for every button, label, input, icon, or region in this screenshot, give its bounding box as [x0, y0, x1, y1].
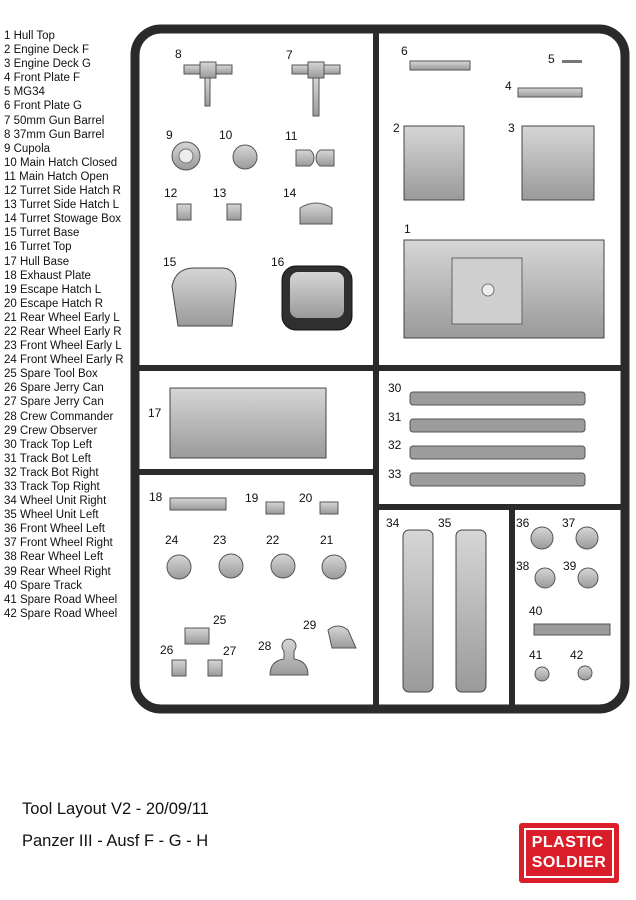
part-label-33: 33 [388, 467, 402, 481]
spare-track [534, 624, 610, 635]
part-number-labels [148, 44, 584, 662]
part-label-18: 18 [149, 490, 163, 504]
road-wheels-early [167, 554, 346, 579]
parts-list-item: 21 Rear Wheel Early L [4, 311, 120, 324]
turret-stowage-box [300, 203, 332, 224]
gun-barrel-50mm [292, 62, 340, 116]
parts-list-item: 9 Cupola [4, 142, 51, 155]
part-label-8: 8 [175, 47, 182, 61]
front-plate-g [410, 61, 470, 70]
part-label-1: 1 [404, 222, 411, 236]
wheel-unit-right [403, 530, 433, 692]
part-label-17: 17 [148, 406, 162, 420]
part-label-20: 20 [299, 491, 313, 505]
part-label-11: 11 [285, 129, 298, 143]
parts-list-item: 20 Escape Hatch R [4, 297, 104, 310]
part-label-29: 29 [303, 618, 317, 632]
part-label-19: 19 [245, 491, 259, 505]
plastic-soldier-logo [519, 823, 619, 883]
part-label-25: 25 [213, 613, 227, 627]
part-label-31: 31 [388, 410, 402, 424]
main-hatch-closed [233, 145, 257, 169]
part-label-30: 30 [388, 381, 402, 395]
parts-list-item: 30 Track Top Left [4, 438, 93, 451]
parts-list-item: 27 Spare Jerry Can [4, 396, 104, 409]
parts-list-item: 37 Front Wheel Right [4, 537, 113, 550]
escape-hatch-l [266, 502, 284, 514]
part-label-27: 27 [223, 644, 237, 658]
part-label-21: 21 [320, 533, 334, 547]
crew-commander [270, 639, 308, 675]
gun-barrel-37mm [184, 62, 232, 106]
parts-list-item: 29 Crew Observer [4, 424, 98, 437]
part-label-9: 9 [166, 128, 173, 142]
parts-list-item: 24 Front Wheel Early R [4, 354, 124, 367]
part-label-16: 16 [271, 255, 285, 269]
part-label-26: 26 [160, 643, 174, 657]
front-plate-f [518, 88, 582, 97]
part-label-37: 37 [562, 516, 576, 530]
parts-list-item: 32 Track Bot Right [4, 466, 99, 479]
logo-line-1: PLASTIC [531, 834, 604, 851]
parts-list-item: 40 Spare Track [4, 579, 82, 592]
parts-list-item: 6 Front Plate G [4, 100, 82, 113]
part-label-10: 10 [219, 128, 233, 142]
part-label-3: 3 [508, 121, 515, 135]
parts-list-item: 18 Exhaust Plate [4, 269, 91, 282]
part-label-7: 7 [286, 48, 293, 62]
turret-base [172, 268, 236, 326]
main-hatch-open [296, 150, 334, 166]
parts-list-item: 39 Rear Wheel Right [4, 565, 111, 578]
hull-base [170, 388, 326, 458]
tool-layout-version: Tool Layout V2 - 20/09/11 [22, 800, 209, 818]
part-label-2: 2 [393, 121, 400, 135]
part-label-38: 38 [516, 559, 530, 573]
turret-side-hatch-r [177, 204, 191, 220]
parts-list-item: 36 Front Wheel Left [4, 523, 105, 536]
parts-list-item: 42 Spare Road Wheel [4, 607, 118, 620]
part-label-13: 13 [213, 186, 227, 200]
parts-list-item: 3 Engine Deck G [4, 58, 91, 71]
parts-list-item: 14 Turret Stowage Box [4, 213, 121, 226]
parts-list-item: 13 Turret Side Hatch L [4, 199, 120, 212]
mg34 [562, 60, 582, 63]
spare-jerry-can-b [208, 660, 222, 676]
spare-jerry-can-a [172, 660, 186, 676]
part-label-4: 4 [505, 79, 512, 93]
parts-list-item: 19 Escape Hatch L [4, 283, 102, 296]
parts-list-item: 34 Wheel Unit Right [4, 495, 107, 508]
parts-list-item: 1 Hull Top [4, 30, 55, 42]
engine-deck-f [404, 126, 464, 200]
part-label-22: 22 [266, 533, 280, 547]
track-runs [410, 392, 585, 486]
part-label-41: 41 [529, 648, 543, 662]
parts-list-item: 7 50mm Gun Barrel [4, 114, 105, 127]
parts-list-item: 11 Main Hatch Open [4, 170, 109, 183]
parts-list-item: 12 Turret Side Hatch R [4, 185, 121, 198]
turret-side-hatch-l [227, 204, 241, 220]
part-label-32: 32 [388, 438, 402, 452]
drive-wheels [531, 527, 598, 588]
logo-line-2: SOLDIER [531, 854, 607, 871]
parts-list-item: 28 Crew Commander [4, 410, 114, 423]
part-label-39: 39 [563, 559, 577, 573]
part-label-12: 12 [164, 186, 178, 200]
parts-list-item: 8 37mm Gun Barrel [4, 128, 105, 141]
parts-list-item: 26 Spare Jerry Can [4, 382, 104, 395]
part-label-36: 36 [516, 516, 530, 530]
parts-list-item: 23 Front Wheel Early L [4, 340, 122, 353]
exhaust-plate [170, 498, 226, 510]
part-label-42: 42 [570, 648, 584, 662]
spare-tool-box [185, 628, 209, 644]
spare-road-wheel-b [578, 666, 592, 680]
part-label-34: 34 [386, 516, 400, 530]
crew-observer [328, 626, 356, 648]
parts-list-item: 16 Turret Top [4, 241, 72, 254]
parts-list-item: 17 Hull Base [4, 255, 70, 268]
parts-list-item: 25 Spare Tool Box [4, 368, 98, 381]
wheel-unit-left [456, 530, 486, 692]
part-label-5: 5 [548, 52, 555, 66]
parts-list-item: 5 MG34 [4, 86, 45, 99]
part-label-15: 15 [163, 255, 177, 269]
parts-list-item: 10 Main Hatch Closed [4, 156, 118, 169]
spare-road-wheel-a [535, 667, 549, 681]
escape-hatch-r [320, 502, 338, 514]
parts-list-item: 22 Rear Wheel Early R [4, 325, 122, 338]
parts-list-item: 31 Track Bot Left [4, 452, 91, 465]
part-label-6: 6 [401, 44, 408, 58]
part-label-23: 23 [213, 533, 227, 547]
part-label-14: 14 [283, 186, 297, 200]
parts-list-item: 2 Engine Deck F [4, 44, 90, 57]
model-title: Panzer III - Ausf F - G - H [22, 832, 209, 850]
part-label-24: 24 [165, 533, 179, 547]
part-label-35: 35 [438, 516, 452, 530]
part-label-28: 28 [258, 639, 272, 653]
parts-list-item: 38 Rear Wheel Left [4, 551, 104, 564]
part-label-40: 40 [529, 604, 543, 618]
parts-list-item: 33 Track Top Right [4, 481, 100, 493]
parts-list-item: 15 Turret Base [4, 227, 80, 240]
parts-list-item: 35 Wheel Unit Left [4, 509, 99, 522]
parts-list-item: 4 Front Plate F [4, 72, 81, 85]
engine-deck-g [522, 126, 594, 200]
parts-list-item: 41 Spare Road Wheel [4, 593, 118, 606]
